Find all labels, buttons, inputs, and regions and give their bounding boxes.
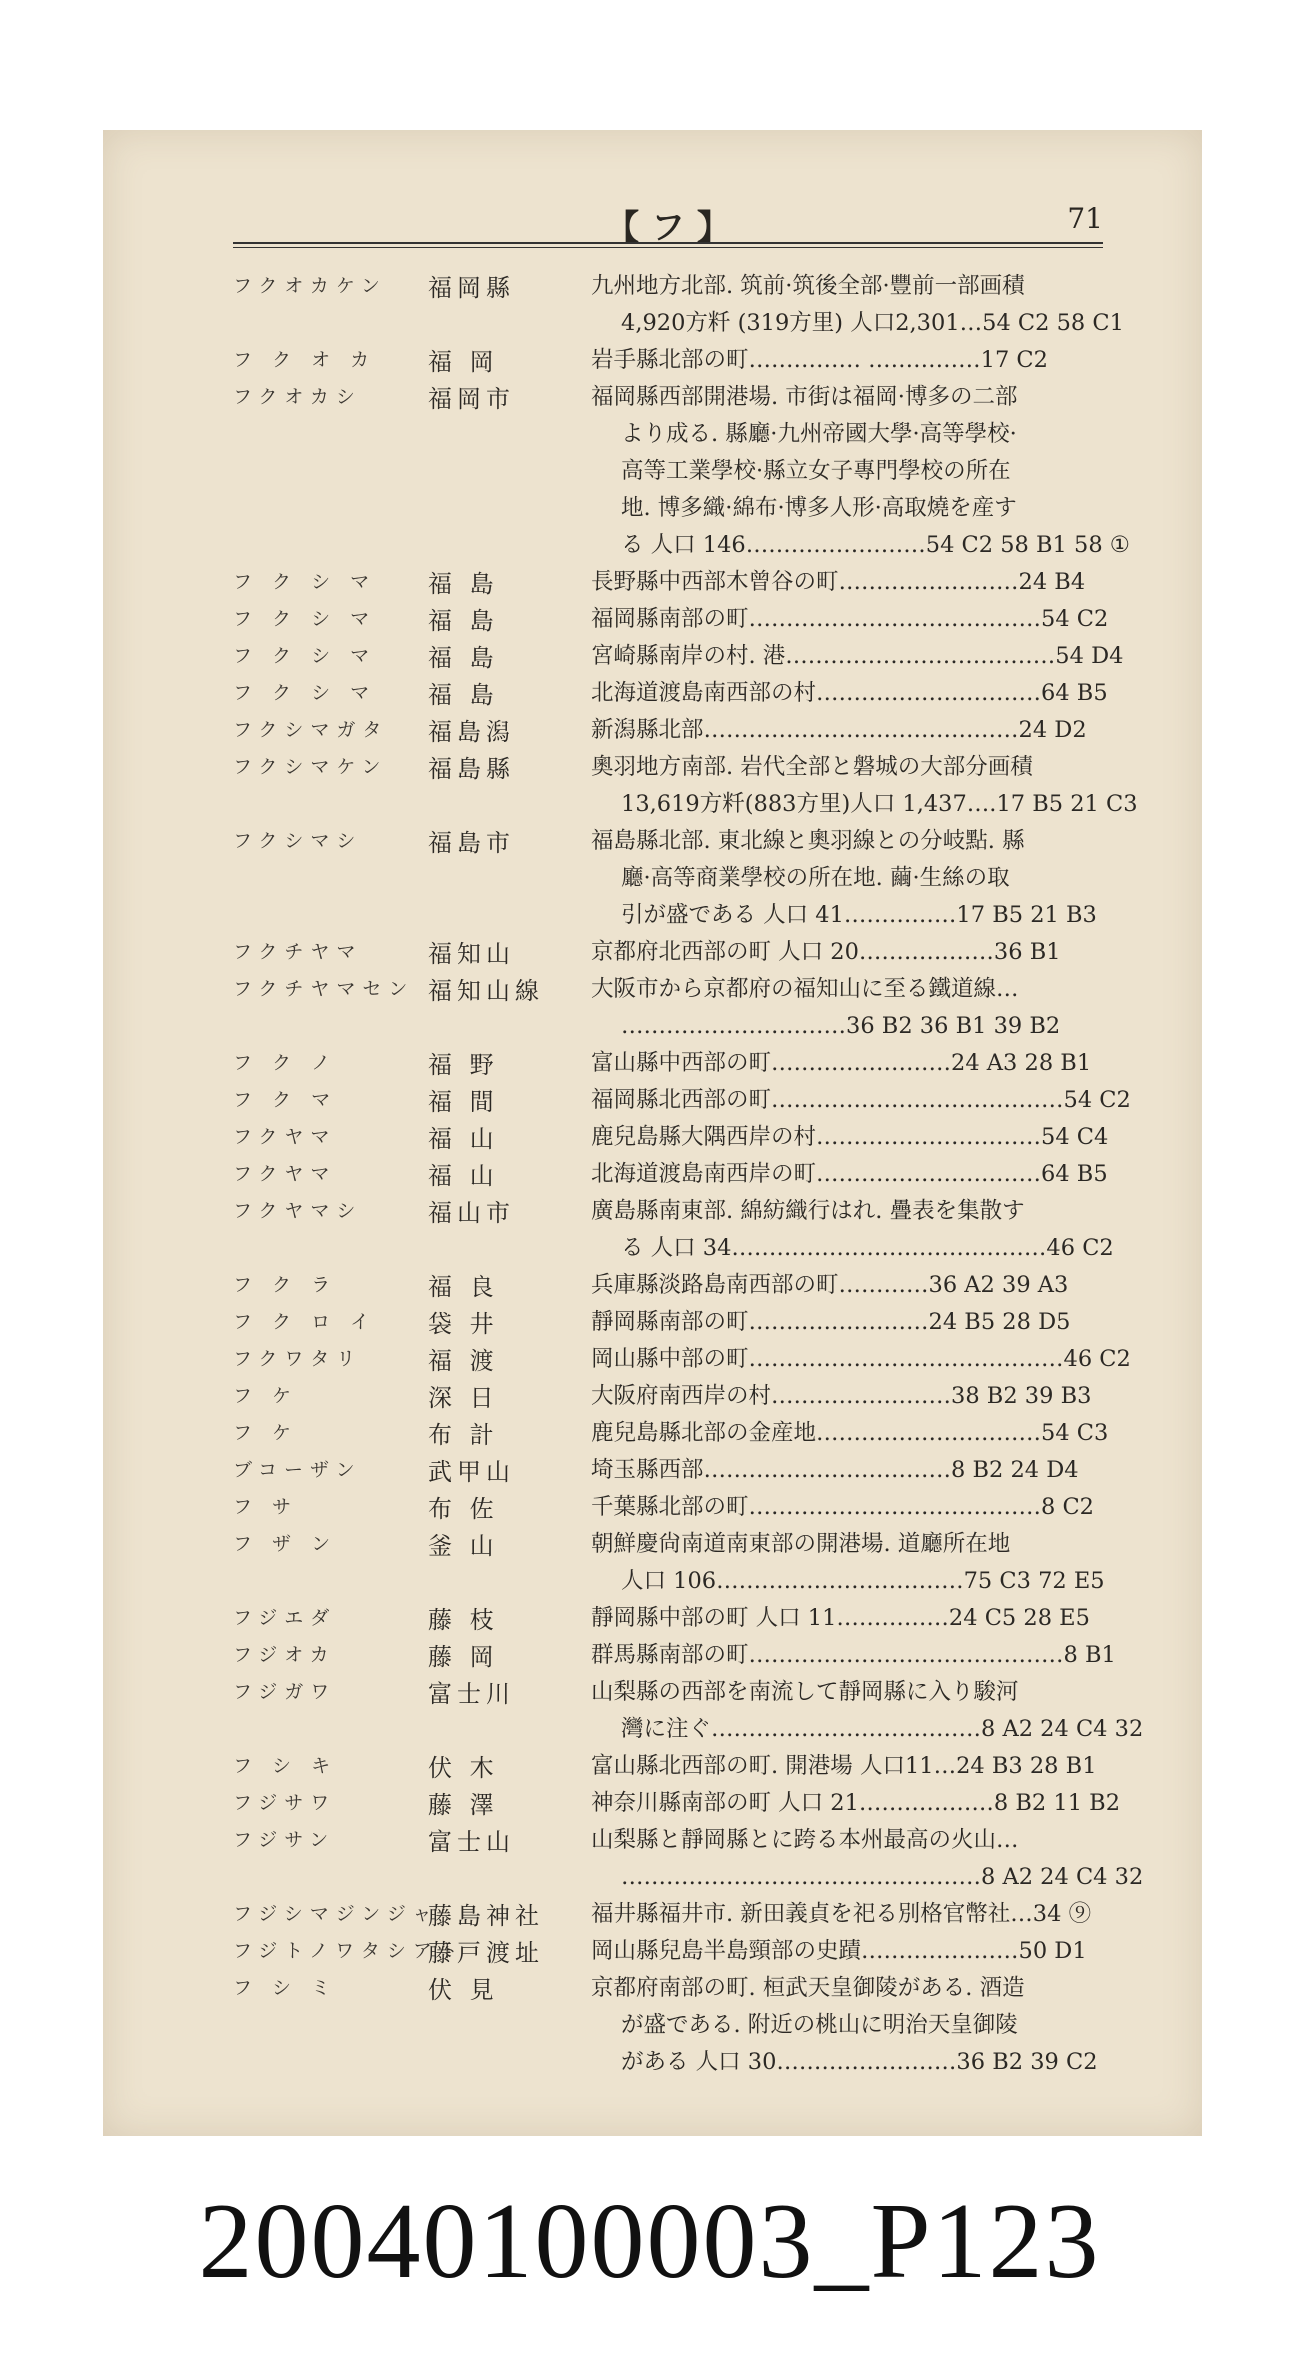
entry-reading: フジオカ — [233, 1644, 336, 1666]
entry-description — [591, 1378, 1203, 1415]
description-line: 新潟縣北部……………………………………24 D2 — [591, 717, 1087, 743]
entry-name: 布 計 — [428, 1421, 499, 1449]
entry-row — [103, 1267, 1202, 1304]
entry-row — [103, 1933, 1202, 1970]
description-line: 岡山縣兒島半島頸部の史蹟…………………50 D1 — [591, 1938, 1087, 1964]
entry-description — [591, 268, 1203, 342]
description-line: 靜岡縣中部の町 人口 11……………24 C5 28 E5 — [591, 1605, 1090, 1631]
entry-name: 富士山 — [428, 1828, 515, 1856]
entry-reading: フジトノワタシアト — [233, 1940, 465, 1962]
entry-row — [103, 1082, 1202, 1119]
description-line: 山梨縣と靜岡縣とに跨る本州最高の火山… — [591, 1827, 1019, 1853]
description-line: …………………………………………8 A2 24 C4 32 — [621, 1864, 1144, 1890]
entry-row — [103, 1156, 1202, 1193]
entry-description — [591, 749, 1203, 823]
entry-description — [591, 1452, 1203, 1489]
entry-description — [591, 934, 1203, 971]
entry-description — [591, 675, 1203, 712]
entry-name: 福 野 — [428, 1051, 499, 1079]
entry-description — [591, 1785, 1203, 1822]
description-line: 朝鮮慶尙南道南東部の開港場. 道廳所在地 — [591, 1531, 1011, 1557]
entry-row — [103, 1045, 1202, 1082]
description-line: 北海道渡島南西部の村…………………………64 B5 — [591, 680, 1108, 706]
description-line: 岩手縣北部の町…………… ……………17 C2 — [591, 347, 1048, 373]
description-line: 大阪市から京都府の福知山に至る鐵道線… — [591, 976, 1019, 1002]
description-line: る 人口 146……………………54 C2 58 B1 58 ① — [621, 532, 1130, 558]
description-line: …………………………36 B2 36 B1 39 B2 — [621, 1013, 1061, 1039]
entry-row — [103, 1119, 1202, 1156]
description-line: 大阪府南西岸の村……………………38 B2 39 B3 — [591, 1383, 1092, 1409]
entry-description — [591, 1637, 1203, 1674]
entry-row — [103, 601, 1202, 638]
entry-reading: フクチヤマセン — [233, 978, 415, 1000]
entry-name: 福 島 — [428, 644, 499, 672]
gazetteer-entries — [103, 268, 1202, 2081]
description-line: 千葉縣北部の町…………………………………8 C2 — [591, 1494, 1094, 1520]
entry-name: 福山市 — [428, 1199, 515, 1227]
entry-row — [103, 1637, 1202, 1674]
page-number: 71 — [1067, 202, 1103, 235]
description-line: 群馬縣南部の町……………………………………8 B1 — [591, 1642, 1116, 1668]
entry-description — [591, 638, 1203, 675]
entry-reading: フ ク マ — [233, 1089, 338, 1111]
entry-row — [103, 1822, 1202, 1896]
entry-row — [103, 379, 1202, 564]
description-line: 神奈川縣南部の町 人口 21………………8 B2 11 B2 — [591, 1790, 1121, 1816]
entry-row — [103, 823, 1202, 934]
entry-reading: フクシマガタ — [233, 719, 389, 741]
entry-reading: フ ク オ カ — [233, 349, 377, 371]
entry-reading: フ ケ — [233, 1385, 299, 1407]
entry-reading: フ シ キ — [233, 1755, 338, 1777]
entry-reading: フジサワ — [233, 1792, 337, 1814]
entry-reading: フ ク ノ — [233, 1052, 338, 1074]
description-line: が盛である. 附近の桃山に明治天皇御陵 — [621, 2012, 1018, 2038]
description-line: 九州地方北部. 筑前·筑後全部·豐前一部画積 — [591, 273, 1025, 299]
entry-description — [591, 1489, 1203, 1526]
entry-description — [591, 564, 1203, 601]
entry-reading: フジガワ — [233, 1681, 337, 1703]
entry-row — [103, 1526, 1202, 1600]
description-line: 福岡縣北西部の町…………………………………54 C2 — [591, 1087, 1131, 1113]
entry-reading: フ ク シ マ — [233, 608, 377, 630]
entry-name: 福 岡 — [428, 348, 499, 376]
entry-description — [591, 1267, 1203, 1304]
entry-row — [103, 268, 1202, 342]
entry-description — [591, 1970, 1203, 2081]
entry-row — [103, 1600, 1202, 1637]
description-line: 人口 106……………………………75 C3 72 E5 — [621, 1568, 1105, 1594]
entry-description — [591, 1156, 1203, 1193]
entry-reading: フ ク シ マ — [233, 645, 377, 667]
entry-reading: フクヤマ — [233, 1126, 337, 1148]
entry-reading: フクオカシ — [233, 386, 362, 408]
entry-name: 福 島 — [428, 570, 499, 598]
entry-reading: フジエダ — [233, 1607, 337, 1629]
entry-name: 福 山 — [428, 1162, 499, 1190]
entry-description — [591, 1304, 1203, 1341]
description-line: 地. 博多織·綿布·博多人形·高取燒を産す — [621, 495, 1017, 521]
entry-reading: フクチヤマ — [233, 941, 363, 963]
entry-row — [103, 1748, 1202, 1785]
entry-row — [103, 1970, 1202, 2081]
entry-name: 福 間 — [428, 1088, 499, 1116]
entry-description — [591, 342, 1203, 379]
entry-reading: フジサン — [233, 1829, 336, 1851]
entry-reading: フ ケ — [233, 1422, 299, 1444]
description-line: 北海道渡島南西岸の町…………………………64 B5 — [591, 1161, 1108, 1187]
entry-name: 福岡市 — [428, 385, 515, 413]
description-line: 13,619方粁(883方里)人口 1,437….17 B5 21 C3 — [621, 791, 1138, 817]
description-line: 宮崎縣南岸の村. 港………………………………54 D4 — [591, 643, 1124, 669]
entry-name: 福島縣 — [428, 755, 515, 783]
entry-name: 福島潟 — [428, 718, 515, 746]
entry-row — [103, 1452, 1202, 1489]
entry-row — [103, 712, 1202, 749]
entry-description — [591, 1822, 1203, 1896]
entry-name: 藤戸渡址 — [428, 1939, 544, 1967]
entry-description — [591, 1674, 1203, 1748]
entry-name: 福知山線 — [428, 977, 544, 1005]
entry-name: 布 佐 — [428, 1495, 499, 1523]
entry-description — [591, 1341, 1203, 1378]
entry-description — [591, 1045, 1203, 1082]
description-line: 靜岡縣南部の町……………………24 B5 28 D5 — [591, 1309, 1071, 1335]
entry-reading: フ ク シ マ — [233, 682, 377, 704]
entry-description — [591, 971, 1203, 1045]
entry-reading: フクオカケン — [233, 275, 387, 297]
entry-row — [103, 1896, 1202, 1933]
entry-description — [591, 601, 1203, 638]
description-line: 灣に注ぐ………………………………8 A2 24 C4 32 — [621, 1716, 1144, 1742]
book-page — [103, 130, 1202, 2136]
page-header — [233, 200, 1103, 248]
entry-name: 福 島 — [428, 607, 499, 635]
entry-row — [103, 342, 1202, 379]
entry-reading: フクヤマシ — [233, 1200, 363, 1222]
description-line: がある 人口 30……………………36 B2 39 C2 — [621, 2049, 1098, 2075]
description-line: 鹿兒島縣北部の金産地…………………………54 C3 — [591, 1420, 1109, 1446]
section-title: 【 フ 】 — [605, 208, 731, 248]
entry-name: 釜 山 — [428, 1532, 499, 1560]
entry-name: 福 良 — [428, 1273, 499, 1301]
entry-row — [103, 675, 1202, 712]
entry-name: 福 島 — [428, 681, 499, 709]
entry-row — [103, 1304, 1202, 1341]
description-line: 奧羽地方南部. 岩代全部と磐城の大部分画積 — [591, 754, 1033, 780]
entry-reading: フクヤマ — [233, 1163, 337, 1185]
entry-description — [591, 379, 1203, 564]
description-line: 引が盛である 人口 41……………17 B5 21 B3 — [621, 902, 1097, 928]
entry-reading: フ ザ ン — [233, 1533, 338, 1555]
description-line: 福岡縣西部開港場. 市街は福岡·博多の二部 — [591, 384, 1018, 410]
entry-row — [103, 1378, 1202, 1415]
entry-name: 藤 枝 — [428, 1606, 499, 1634]
entry-reading: フジシマジンジャ — [233, 1903, 439, 1925]
entry-name: 深 日 — [428, 1384, 499, 1412]
entry-reading: フクワタリ — [233, 1348, 363, 1370]
entry-name: 藤島神社 — [428, 1902, 544, 1930]
description-line: 岡山縣中部の町……………………………………46 C2 — [591, 1346, 1131, 1372]
entry-reading: フ サ — [233, 1496, 299, 1518]
entry-name: 藤 澤 — [428, 1791, 499, 1819]
description-line: 京都府北西部の町 人口 20………………36 B1 — [591, 939, 1061, 965]
entry-description — [591, 1526, 1203, 1600]
entry-name: 福知山 — [428, 940, 515, 968]
description-line: 鹿兒島縣大隅西岸の村…………………………54 C4 — [591, 1124, 1109, 1150]
entry-row — [103, 1489, 1202, 1526]
description-line: 4,920方粁 (319方里) 人口2,301…54 C2 58 C1 — [621, 310, 1124, 336]
entry-reading: フ ク シ マ — [233, 571, 377, 593]
entry-row — [103, 1785, 1202, 1822]
entry-description — [591, 1193, 1203, 1267]
entry-name: 富士川 — [428, 1680, 515, 1708]
entry-description — [591, 1119, 1203, 1156]
entry-row — [103, 1415, 1202, 1452]
entry-reading: ブコーザン — [233, 1459, 362, 1481]
description-line: 廣島縣南東部. 綿紡織行はれ. 疊表を集散す — [591, 1198, 1025, 1224]
entry-reading: フ シ ミ — [233, 1977, 338, 1999]
entry-row — [103, 638, 1202, 675]
description-line: 福岡縣南部の町…………………………………54 C2 — [591, 606, 1109, 632]
entry-row — [103, 934, 1202, 971]
entry-name: 福 渡 — [428, 1347, 499, 1375]
description-line: 高等工業學校·縣立女子專門學校の所在 — [621, 458, 1011, 484]
entry-name: 伏 木 — [428, 1754, 499, 1782]
entry-name: 藤 岡 — [428, 1643, 499, 1671]
description-line: 兵庫縣淡路島南西部の町…………36 A2 39 A3 — [591, 1272, 1069, 1298]
description-line: より成る. 縣廳·九州帝國大學·高等學校· — [621, 421, 1017, 447]
description-line: 富山縣北西部の町. 開港場 人口11…24 B3 28 B1 — [591, 1753, 1097, 1779]
entry-name: 袋 井 — [428, 1310, 499, 1338]
description-line: 福島縣北部. 東北線と奧羽線との分岐點. 縣 — [591, 828, 1025, 854]
entry-description — [591, 1748, 1203, 1785]
entry-row — [103, 1341, 1202, 1378]
entry-reading: フ ク ラ — [233, 1274, 338, 1296]
entry-row — [103, 1674, 1202, 1748]
description-line: る 人口 34……………………………………46 C2 — [621, 1235, 1114, 1261]
description-line: 山梨縣の西部を南流して靜岡縣に入り駿河 — [591, 1679, 1019, 1705]
entry-description — [591, 823, 1203, 934]
entry-description — [591, 1415, 1203, 1452]
description-line: 廳·高等商業學校の所在地. 繭·生絲の取 — [621, 865, 1010, 891]
entry-row — [103, 749, 1202, 823]
entry-reading: フクシマケン — [233, 756, 388, 778]
entry-name: 福島市 — [428, 829, 515, 857]
entry-row — [103, 564, 1202, 601]
entry-row — [103, 971, 1202, 1045]
entry-description — [591, 1896, 1203, 1933]
header-rule — [233, 242, 1103, 248]
archive-caption: 20040100003_P123 — [198, 2182, 1101, 2301]
entry-name: 福 山 — [428, 1125, 499, 1153]
description-line: 福井縣福井市. 新田義貞を祀る別格官幣社…34 ⑨ — [591, 1901, 1092, 1927]
description-line: 富山縣中西部の町……………………24 A3 28 B1 — [591, 1050, 1092, 1076]
entry-name: 武甲山 — [428, 1458, 515, 1486]
entry-description — [591, 1600, 1203, 1637]
entry-description — [591, 1082, 1203, 1119]
entry-reading: フクシマシ — [233, 830, 363, 852]
entry-reading: フ ク ロ イ — [233, 1311, 377, 1333]
entry-name: 伏 見 — [428, 1976, 499, 2004]
entry-name: 福岡縣 — [428, 274, 515, 302]
entry-row — [103, 1193, 1202, 1267]
description-line: 京都府南部の町. 桓武天皇御陵がある. 酒造 — [591, 1975, 1025, 2001]
description-line: 埼玉縣西部……………………………8 B2 24 D4 — [591, 1457, 1079, 1483]
entry-description — [591, 712, 1203, 749]
description-line: 長野縣中西部木曾谷の町……………………24 B4 — [591, 569, 1086, 595]
entry-description — [591, 1933, 1203, 1970]
